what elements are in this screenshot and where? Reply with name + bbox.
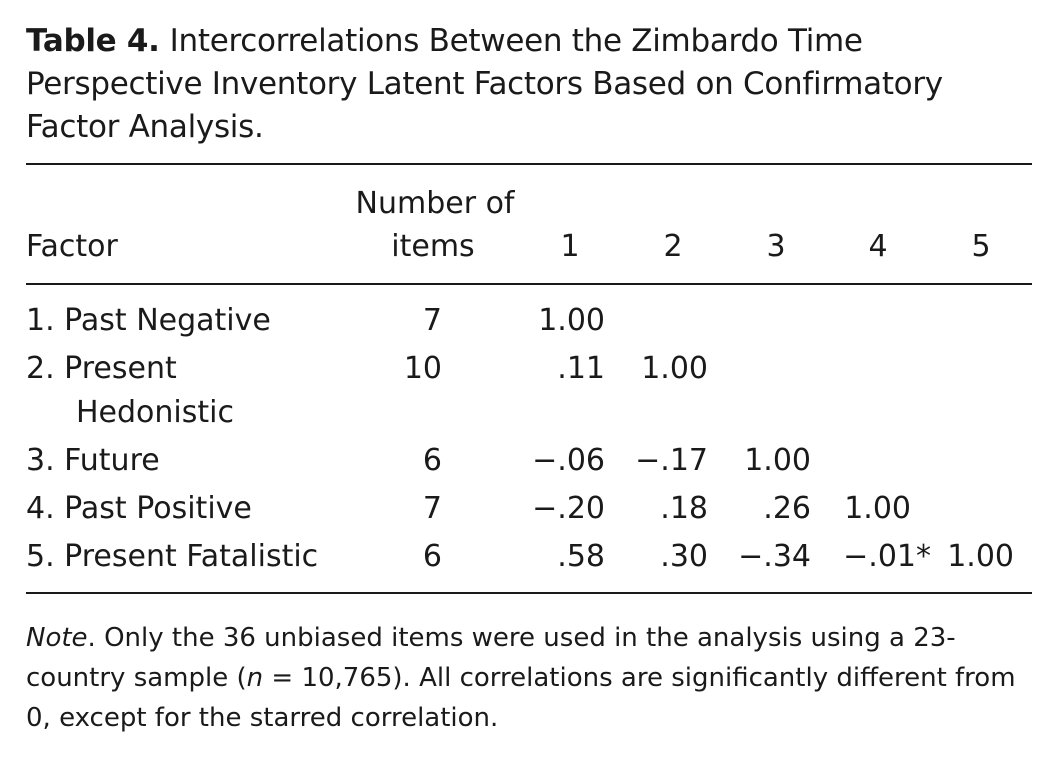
table-note <box>26 618 1032 738</box>
row-2-factor-continued: Hedonistic <box>76 395 234 430</box>
row-5-items: 6 <box>422 539 442 574</box>
table-label: Table 4. <box>26 23 160 59</box>
row-5-col-1: .58 <box>557 539 605 574</box>
row-4-items: 7 <box>422 491 442 526</box>
row-3-col-1: −.06 <box>532 443 605 478</box>
header-col-2: 2 <box>663 229 683 264</box>
header-items-line2: items <box>391 229 475 264</box>
table-caption <box>26 20 1026 149</box>
row-4-factor: 4. Past Positive <box>26 491 252 526</box>
row-1-items: 7 <box>422 303 442 338</box>
note-label: Note <box>26 623 88 653</box>
row-1-col-1: 1.00 <box>538 303 605 338</box>
row-4-col-2: .18 <box>660 491 708 526</box>
row-5-col-5: 1.00 <box>947 539 1014 574</box>
row-2-items: 10 <box>403 351 442 386</box>
header-rule <box>26 283 1032 285</box>
row-4-col-3: .26 <box>763 491 811 526</box>
row-2-col-1: .11 <box>557 351 605 386</box>
row-3-col-3: 1.00 <box>744 443 811 478</box>
header-col-4: 4 <box>868 229 888 264</box>
row-1-factor: 1. Past Negative <box>26 303 271 338</box>
header-col-3: 3 <box>766 229 786 264</box>
note-text-a: . Only the 36 unbiased items were used in the analysis using a 23-country sample ( <box>26 623 956 693</box>
row-5-col-4: −.01* <box>843 539 931 574</box>
top-rule <box>26 163 1032 165</box>
row-2-factor: 2. Present <box>26 351 177 386</box>
row-3-items: 6 <box>422 443 442 478</box>
bottom-rule <box>26 592 1032 594</box>
row-2-col-2: 1.00 <box>641 351 708 386</box>
header-col-1: 1 <box>560 229 580 264</box>
note-n-symbol: n <box>246 663 264 693</box>
note-text-b: = 10,765). All correlations are significantly different from 0, except for the starred correlation. <box>26 663 1016 733</box>
row-3-col-2: −.17 <box>635 443 708 478</box>
row-4-col-4: 1.00 <box>844 491 911 526</box>
row-4-col-1: −.20 <box>532 491 605 526</box>
row-3-factor: 3. Future <box>26 443 160 478</box>
header-col-5: 5 <box>971 229 991 264</box>
row-5-col-3: −.34 <box>738 539 811 574</box>
row-5-col-2: .30 <box>660 539 708 574</box>
header-items-line1: Number of <box>355 186 515 221</box>
row-5-factor: 5. Present Fatalistic <box>26 539 319 574</box>
header-factor: Factor <box>26 229 118 264</box>
table-title: Intercorrelations Between the Zimbardo Time Perspective Inventory Latent Factors Based on Confirmatory Factor Analysis. <box>26 23 943 145</box>
